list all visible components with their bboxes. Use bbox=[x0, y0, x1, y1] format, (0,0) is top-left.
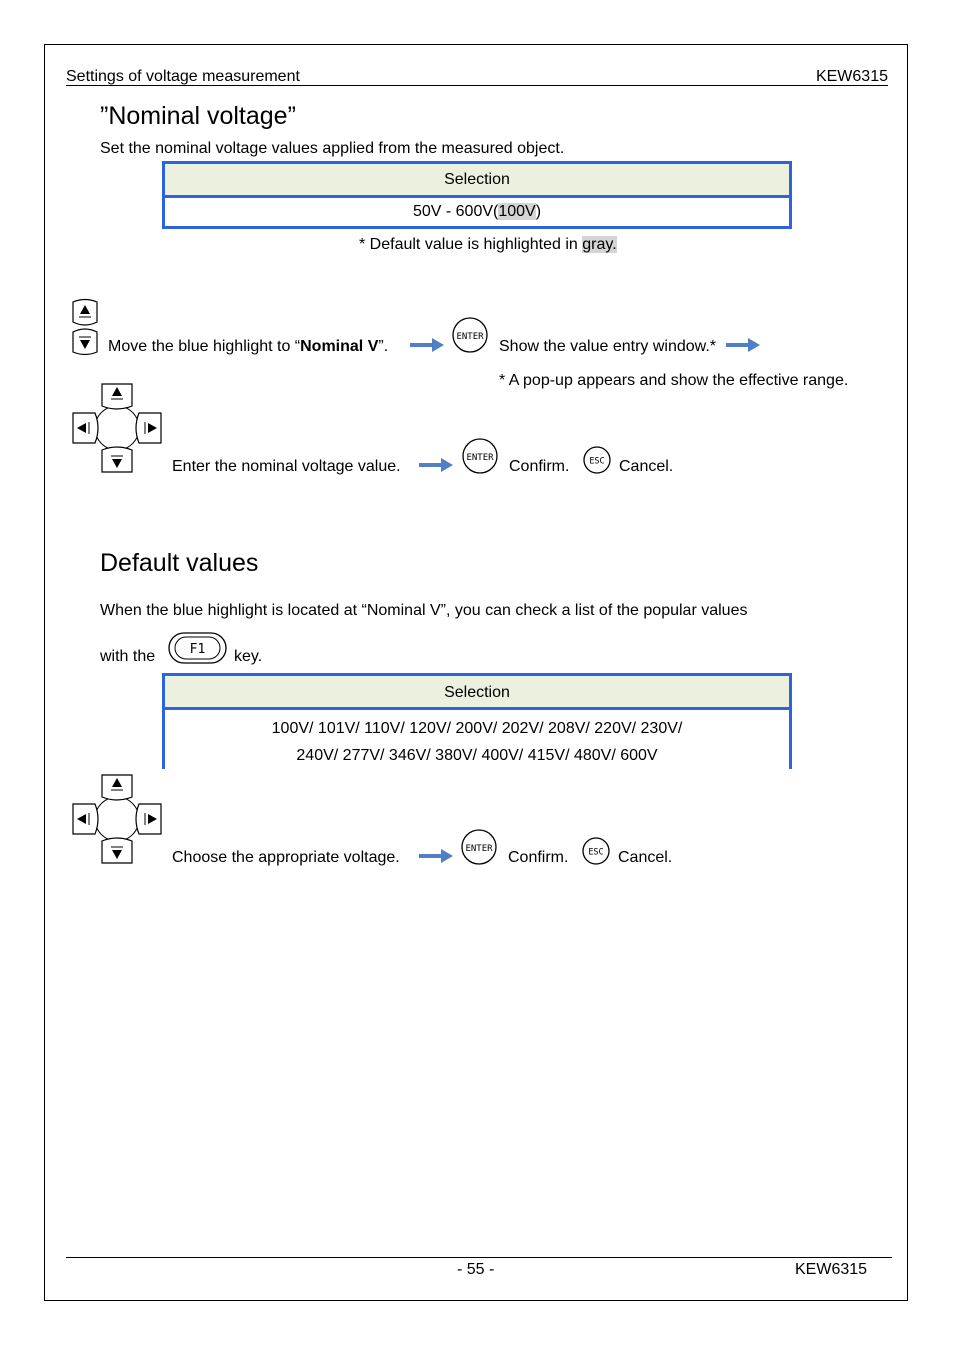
header-model: KEW6315 bbox=[815, 68, 888, 85]
up-down-keys-icon bbox=[68, 298, 102, 356]
table-header: Selection bbox=[165, 164, 789, 198]
header-rule bbox=[66, 85, 888, 86]
enter-key-icon bbox=[461, 437, 499, 475]
key-text: key. bbox=[234, 648, 263, 665]
confirm-text: Confirm. bbox=[508, 849, 569, 866]
defaults-title: Default values bbox=[100, 549, 259, 577]
enter-key-icon bbox=[460, 828, 498, 866]
arrow-right-icon bbox=[419, 458, 453, 472]
svg-text:ESC: ESC bbox=[588, 847, 604, 858]
confirm-text: Confirm. bbox=[509, 458, 570, 475]
svg-text:ESC: ESC bbox=[589, 456, 605, 467]
page-number: - 55 - bbox=[457, 1261, 495, 1278]
table-header: Selection bbox=[165, 676, 789, 710]
header-section: Settings of voltage measurement bbox=[66, 68, 300, 85]
with-the-text: with the bbox=[100, 648, 156, 665]
nominal-selection-table bbox=[162, 161, 792, 229]
cancel-text: Cancel. bbox=[619, 458, 674, 475]
show-window-text: Show the value entry window.* bbox=[499, 338, 717, 355]
defaults-description: When the blue highlight is located at “Nominal V”, you can check a list of the popular values bbox=[100, 602, 748, 619]
svg-text:ENTER: ENTER bbox=[465, 844, 493, 854]
enter-key-icon bbox=[451, 316, 489, 354]
values-line-2: 240V/ 277V/ 346V/ 380V/ 400V/ 415V/ 480V/ 600V bbox=[296, 747, 658, 764]
arrow-right-icon bbox=[419, 849, 453, 863]
nominal-title: ”Nominal voltage” bbox=[100, 102, 296, 130]
move-suffix: ”. bbox=[378, 338, 389, 355]
nominal-range bbox=[165, 198, 789, 226]
arrow-right-icon bbox=[726, 338, 760, 352]
cancel-text: Cancel. bbox=[618, 849, 673, 866]
choose-voltage-text: Choose the appropriate voltage. bbox=[172, 849, 400, 866]
footer-rule bbox=[66, 1257, 892, 1258]
move-prefix: Move the blue highlight to “ bbox=[108, 338, 301, 355]
esc-key-icon bbox=[582, 445, 612, 475]
four-way-keys-icon bbox=[71, 773, 163, 865]
default-value: 100V bbox=[498, 203, 536, 220]
values-line-1: 100V/ 101V/ 110V/ 120V/ 200V/ 202V/ 208V/ 220V/ 230V/ bbox=[271, 720, 683, 737]
svg-text:F1: F1 bbox=[189, 642, 206, 657]
footer-model: KEW6315 bbox=[795, 1261, 868, 1278]
esc-key-icon bbox=[581, 836, 611, 866]
svg-text:ENTER: ENTER bbox=[466, 453, 494, 463]
popup-note: * A pop-up appears and show the effective range. bbox=[499, 372, 849, 389]
note-text: * Default value is highlighted in bbox=[359, 236, 583, 253]
nominal-description: Set the nominal voltage values applied from the measured object. bbox=[100, 140, 565, 157]
defaults-values bbox=[165, 710, 789, 769]
enter-value-text: Enter the nominal voltage value. bbox=[172, 458, 401, 475]
arrow-right-icon bbox=[410, 338, 444, 352]
svg-text:ENTER: ENTER bbox=[456, 332, 484, 342]
f1-key-icon bbox=[168, 632, 228, 666]
move-highlight-text bbox=[108, 337, 388, 357]
range-prefix: 50V - 600V( bbox=[412, 203, 499, 220]
note-gray: gray. bbox=[582, 236, 617, 253]
defaults-selection-table bbox=[162, 673, 792, 769]
nominal-v-bold: Nominal V bbox=[300, 338, 379, 355]
range-suffix: ) bbox=[535, 203, 542, 220]
default-note bbox=[359, 235, 617, 255]
four-way-keys-icon bbox=[71, 382, 163, 474]
